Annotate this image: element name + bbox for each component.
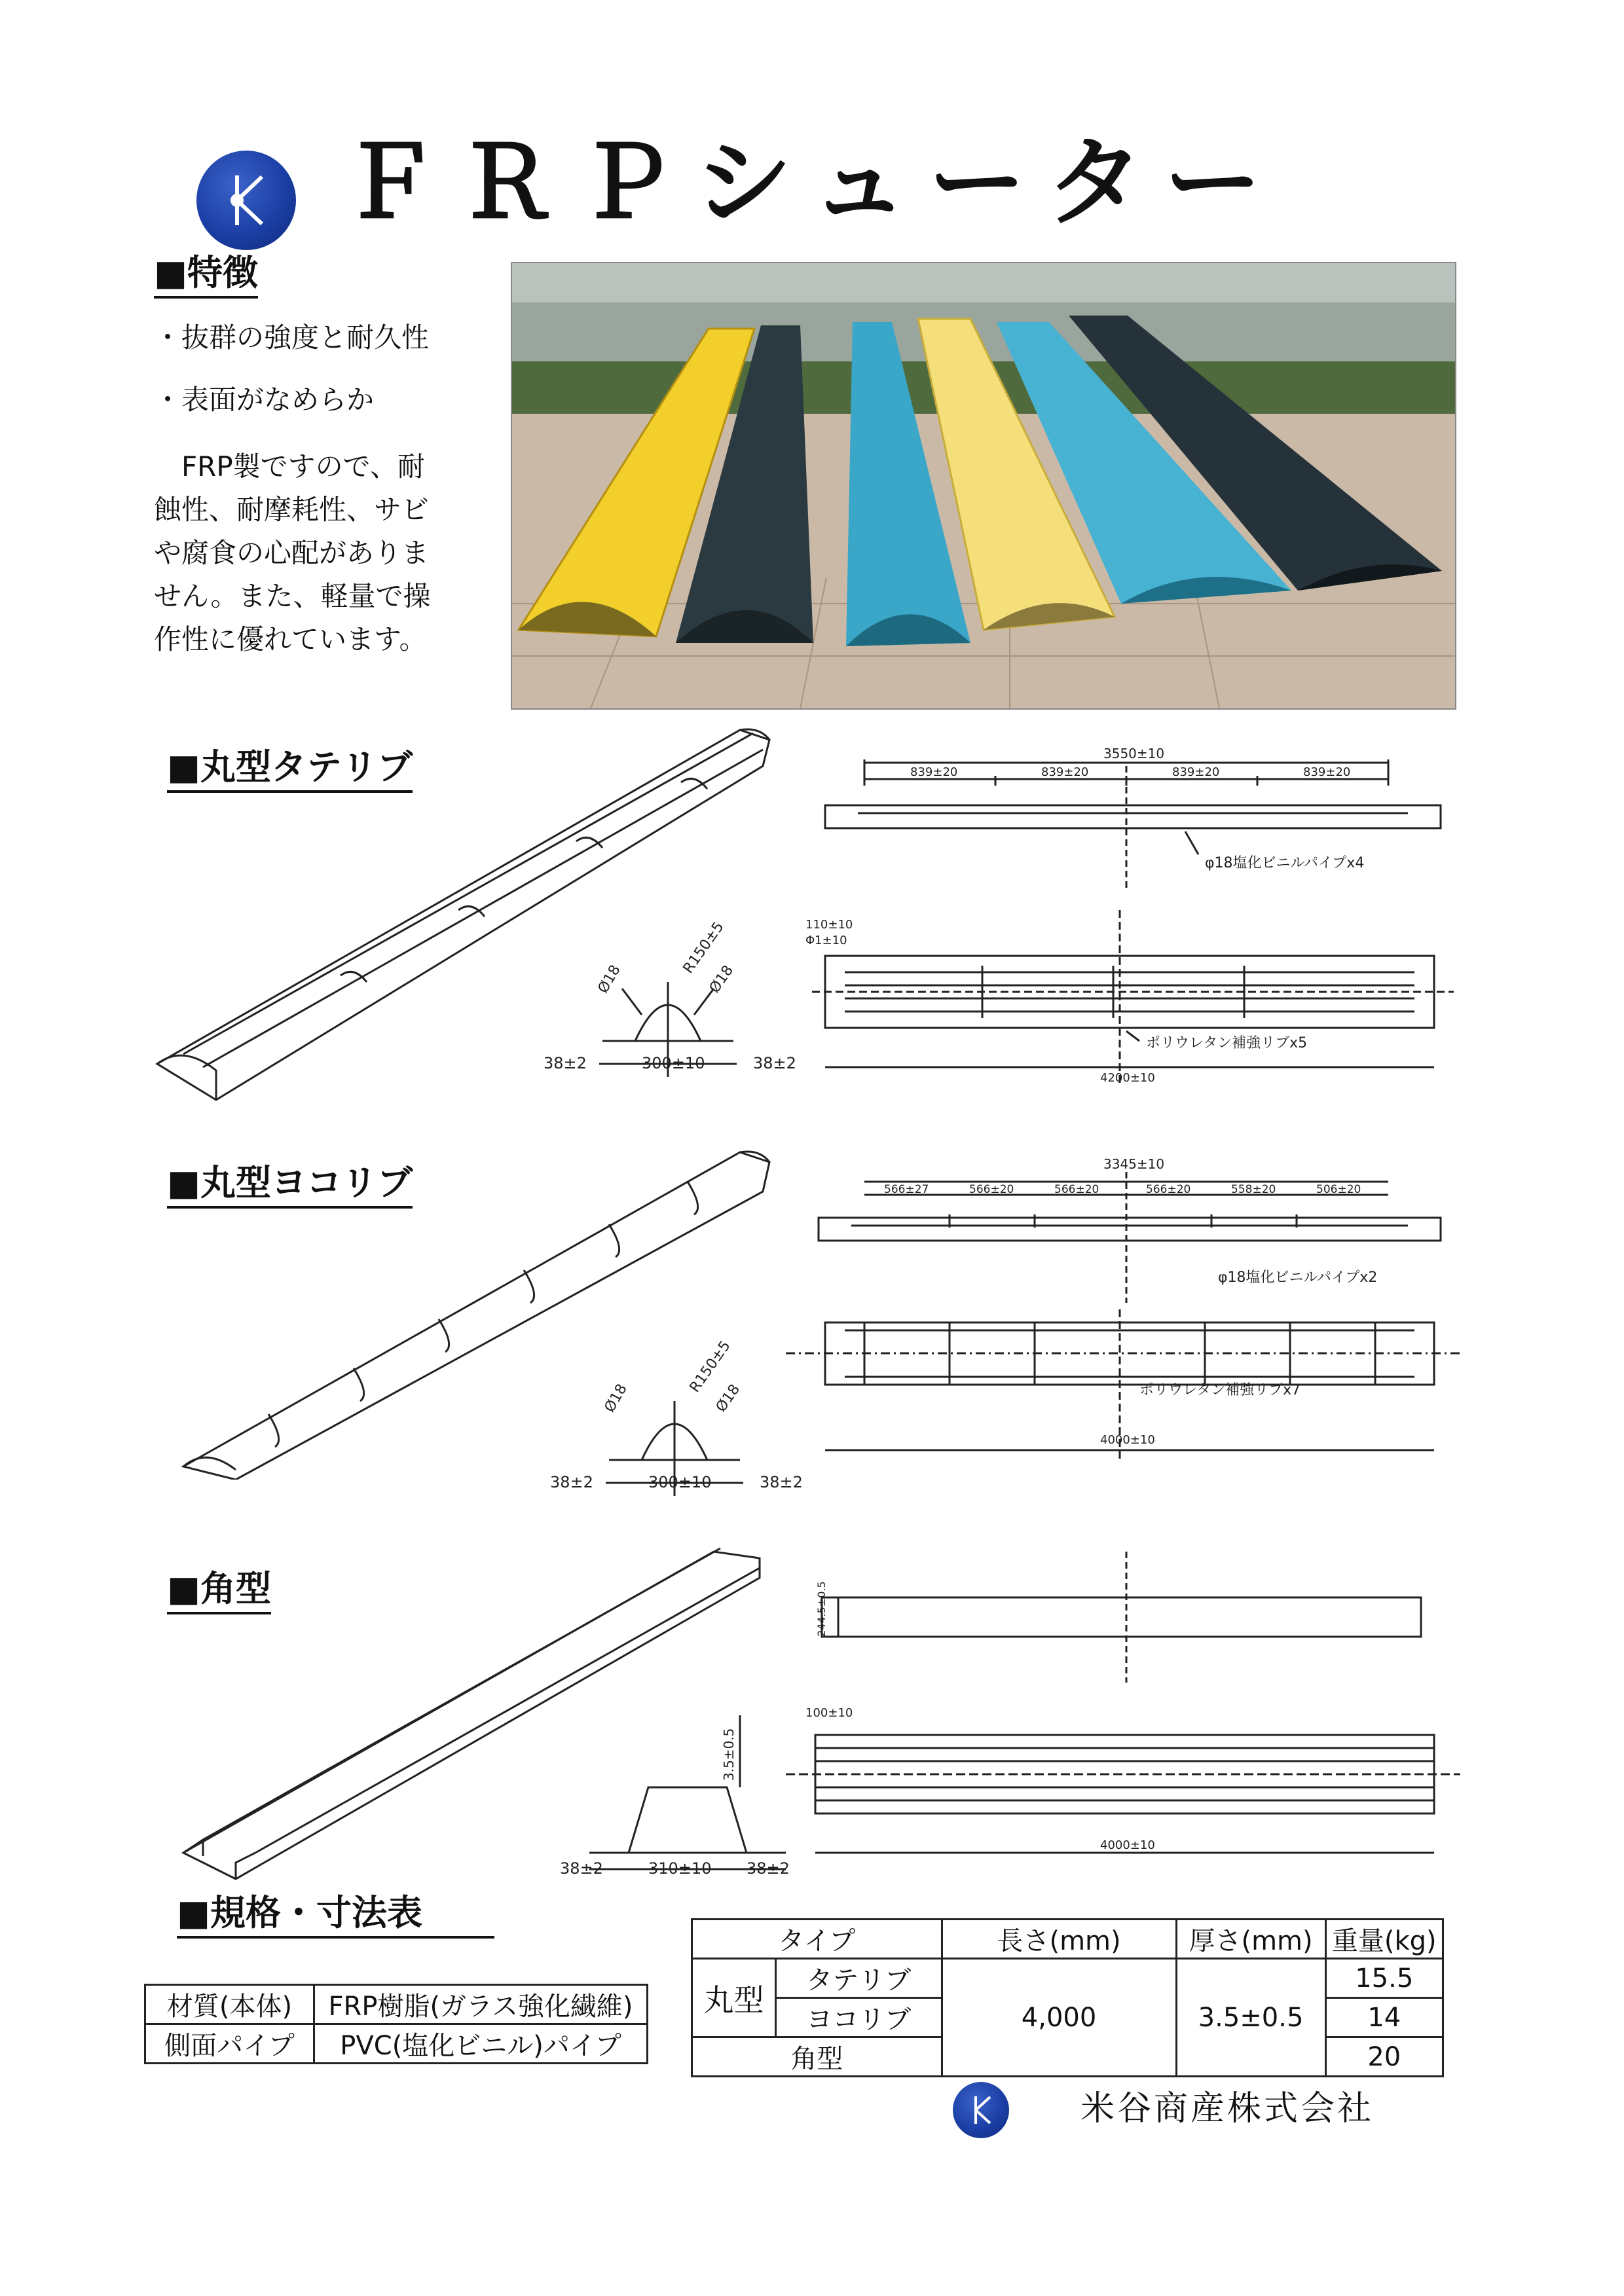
dim-seg3: 839±20 <box>1172 765 1220 779</box>
dim-top-b: Φ1±10 <box>805 934 847 947</box>
size-table <box>691 1918 1444 2077</box>
dim-width: 300±10 <box>648 1473 712 1491</box>
square-section <box>550 1702 812 1879</box>
paragraph-line: 作性に優れています。 <box>154 623 427 655</box>
header-weight: 重量(kg) <box>1325 1920 1443 1959</box>
table-row <box>145 1985 648 2024</box>
type-cell: 角型 <box>692 2037 942 2077</box>
page-title: ＦＲＰシューター <box>341 126 1282 240</box>
table-cell: FRP樹脂(ガラス強化繊維) <box>314 1985 648 2024</box>
square-plan-view <box>786 1696 1460 1866</box>
logo-mark-icon <box>196 151 296 250</box>
dim-flange-left: 38±2 <box>560 1859 603 1878</box>
pipe-note: φ18塩化ビニルパイプx2 <box>1218 1269 1378 1286</box>
dim-flange-left: 38±2 <box>550 1473 593 1491</box>
table-row <box>145 2024 648 2064</box>
dim-flange-right: 38±2 <box>760 1473 803 1491</box>
dim-flange-right: 38±2 <box>747 1859 790 1878</box>
dim-seg5: 558±20 <box>1231 1183 1276 1196</box>
dim-top-a: 100±10 <box>805 1706 853 1720</box>
round-horizontal-heading: ■丸型ヨコリブ <box>167 1165 413 1209</box>
dim-total-bottom: 4000±10 <box>1100 1433 1155 1447</box>
square-heading: ■角型 <box>167 1571 271 1614</box>
dim-radius: R150±5 <box>686 1338 734 1396</box>
dim-total-top: 3345±10 <box>1103 1156 1165 1172</box>
length-cell: 4,000 <box>942 1959 1176 2077</box>
type-cell: タテリブ <box>776 1959 942 1998</box>
weight-cell: 15.5 <box>1325 1959 1443 1998</box>
round-horizontal-plan-view <box>786 1309 1460 1460</box>
dim-phi-right: Ø18 <box>712 1381 744 1415</box>
dim-seg6: 506±20 <box>1316 1183 1361 1196</box>
pipe-note: φ18塩化ビニルパイプx4 <box>1205 855 1365 871</box>
paragraph-line: せん。また、軽量で操 <box>154 580 431 612</box>
dim-width: 300±10 <box>642 1054 705 1072</box>
dim-total-bottom: 4000±10 <box>1100 1838 1155 1852</box>
weight-cell: 14 <box>1325 1998 1443 2037</box>
product-photo <box>511 262 1456 710</box>
table-row <box>692 1959 1443 1998</box>
round-vertical-plan-view <box>786 910 1460 1087</box>
company-name: 米谷商産株式会社 <box>1080 2089 1375 2128</box>
table-row <box>692 1920 1443 1959</box>
dim-phi-left: Ø18 <box>601 1381 631 1415</box>
dim-top-a: 110±10 <box>805 918 853 932</box>
dim-seg1: 566±27 <box>884 1183 929 1196</box>
material-table <box>144 1984 648 2064</box>
type-cell: ヨコリブ <box>776 1998 942 2037</box>
dim-thickness: 3.5±0.5 <box>721 1728 737 1781</box>
round-horizontal-side-view <box>812 1152 1454 1303</box>
dim-total-bottom: 4200±10 <box>1100 1071 1155 1085</box>
header-thickness: 厚さ(mm) <box>1176 1920 1325 1959</box>
header-type: タイプ <box>692 1920 942 1959</box>
round-vertical-section <box>537 917 812 1080</box>
dim-flange-right: 38±2 <box>753 1054 796 1072</box>
paragraph-line: や腐食の心配がありま <box>154 537 430 569</box>
rib-note: ポリウレタン補強リブx7 <box>1139 1382 1301 1398</box>
features-heading: ■特徴 <box>154 255 258 299</box>
dim-seg4: 566±20 <box>1146 1183 1191 1196</box>
company-logo <box>196 151 296 250</box>
round-vertical-side-view <box>812 740 1454 890</box>
dim-total-top: 3550±10 <box>1103 746 1165 761</box>
company-logo-small <box>953 2082 1009 2138</box>
feature-bullet-2: ・表面がなめらか <box>154 384 375 416</box>
group-round: 丸型 <box>692 1959 776 2037</box>
feature-paragraph <box>154 445 431 661</box>
table-cell: 側面パイプ <box>145 2024 314 2064</box>
dim-seg3: 566±20 <box>1054 1183 1099 1196</box>
weight-cell: 20 <box>1325 2037 1443 2077</box>
dim-seg1: 839±20 <box>910 765 958 779</box>
dim-seg2: 566±20 <box>969 1183 1014 1196</box>
table-cell: 材質(本体) <box>145 1985 314 2024</box>
table-cell: PVC(塩化ビニル)パイプ <box>314 2024 648 2064</box>
square-side-view <box>773 1552 1428 1683</box>
logo-mark-icon <box>953 2082 1009 2138</box>
thickness-cell: 3.5±0.5 <box>1176 1959 1325 2077</box>
spec-heading: ■規格・寸法表 <box>177 1895 494 1939</box>
paragraph-line: FRP製ですので、耐 <box>154 450 425 483</box>
feature-bullet-1: ・抜群の強度と耐久性 <box>154 321 430 354</box>
round-horizontal-section <box>544 1336 819 1499</box>
dim-phi-left: Ø18 <box>595 962 624 996</box>
dim-radius: R150±5 <box>680 919 728 977</box>
dim-seg4: 839±20 <box>1303 765 1351 779</box>
header-length: 長さ(mm) <box>942 1920 1176 1959</box>
dim-phi-right: Ø18 <box>706 962 737 996</box>
round-vertical-heading: ■丸型タテリブ <box>167 750 413 793</box>
dim-height: 244.5±0.5 <box>815 1581 828 1637</box>
dim-width: 310±10 <box>648 1859 712 1878</box>
rib-note: ポリウレタン補強リブx5 <box>1146 1035 1308 1051</box>
paragraph-line: 蝕性、耐摩耗性、サビ <box>154 494 430 526</box>
dim-flange-left: 38±2 <box>544 1054 587 1072</box>
dim-seg2: 839±20 <box>1041 765 1089 779</box>
